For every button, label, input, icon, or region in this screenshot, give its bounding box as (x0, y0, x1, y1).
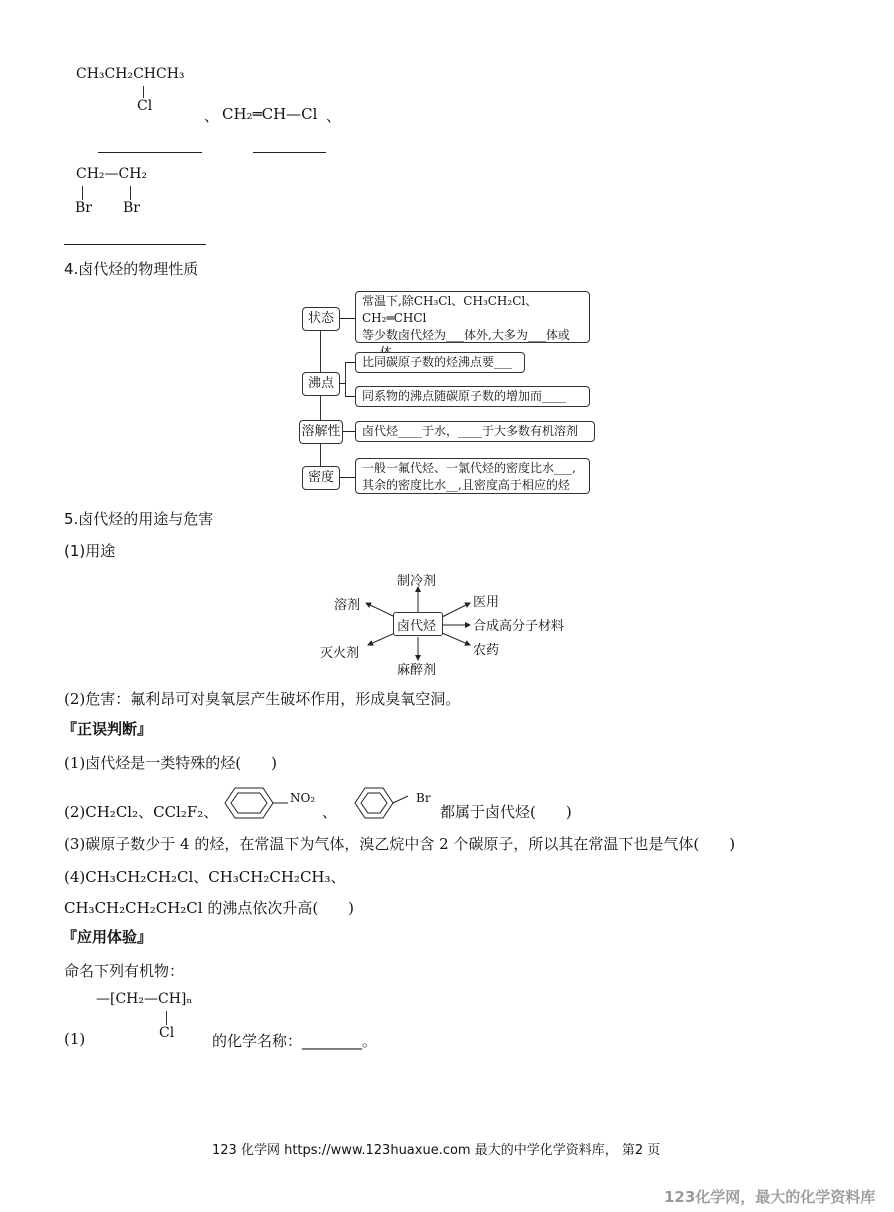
box-line: 其余的密度比水__,且密度高于相应的烃 (362, 478, 570, 492)
page-footer: 123 化学网 https://www.123huaxue.com 最大的中学化学资料库， 第2 页 (212, 1143, 661, 1158)
box-boiling-2 (355, 386, 590, 407)
judge-q4-line1: (4)CH₃CH₂CH₂Cl、CH₃CH₂CH₂CH₃、 (64, 868, 346, 886)
answer-blank (64, 244, 206, 245)
label-density: 密度 (302, 466, 340, 490)
separator: 、 (204, 107, 220, 125)
polymer-structure: —[CH₂—CH]ₙ (96, 991, 193, 1007)
judge-q2-post: 都属于卤代烃( ) (440, 803, 572, 821)
connector (345, 362, 355, 363)
apply-q1-text: 的化学名称：________。 (212, 1032, 378, 1050)
box-line: 等少数卤代烃为___体外,大多为___体或 (362, 328, 570, 342)
bond-line (166, 1011, 167, 1025)
section-heading: 5.卤代烃的用途与危害 (64, 510, 214, 528)
connector (340, 477, 355, 478)
use-medical: 医用 (473, 595, 500, 610)
bond-line (82, 186, 83, 200)
separator: 、 (322, 803, 338, 821)
connector (340, 383, 345, 384)
use-refrigerant: 制冷剂 (397, 574, 437, 589)
bond-line (130, 186, 131, 200)
bond-line (143, 86, 144, 98)
benzene-rings (220, 784, 420, 822)
connector (343, 431, 355, 432)
box-line: 卤代烃____于水，____于大多数有机溶剂 (362, 424, 579, 438)
label-state: 状态 (302, 307, 340, 331)
separator: 、 (326, 107, 342, 125)
box-line: 一般一氟代烃、一氯代烃的密度比水___, (362, 461, 576, 475)
judge-q4-line2: CH₃CH₂CH₂CH₂Cl 的沸点依次升高( ) (64, 899, 355, 917)
harm-text: (2)危害：氟利昂可对臭氧层产生破坏作用，形成臭氧空洞。 (64, 690, 461, 708)
structure-substituent-cl: Cl (137, 98, 153, 114)
structure-chloropropane: CH₃CH₂CHCH₃ (76, 66, 185, 82)
answer-blank (253, 152, 326, 153)
use-fire-extinguisher: 灭火剂 (320, 646, 360, 661)
label-solubility: 溶解性 (299, 420, 343, 444)
apply-q1-number: (1) (64, 1030, 86, 1048)
nitro-group: NO₂ (290, 791, 316, 805)
watermark: 123化学网，最大的化学资料库 (664, 1188, 876, 1206)
diagram-spine (320, 330, 321, 480)
judge-q3: (3)碳原子数少于 4 的烃，在常温下为气体，溴乙烷中含 2 个碳原子，所以其在常温下也是气体( ) (64, 835, 736, 853)
box-boiling-1 (355, 352, 525, 373)
use-solvent: 溶剂 (334, 598, 361, 613)
apply-heading: 『应用体验』 (62, 928, 153, 946)
structure-vinyl-chloride: CH₂═CH—Cl (222, 105, 318, 123)
judge-heading: 『正误判断』 (62, 720, 153, 738)
label-boiling-point: 沸点 (302, 372, 340, 396)
structure-substituent-br: Br (123, 200, 140, 216)
use-pesticide: 农药 (473, 643, 500, 658)
structure-substituent-br: Br (75, 200, 92, 216)
connector (340, 318, 355, 319)
box-state (355, 291, 590, 343)
connector (345, 362, 346, 396)
connector (345, 396, 355, 397)
uses-center: 卤代烃 (397, 619, 437, 634)
box-line: 常温下,除CH₃Cl、CH₃CH₂Cl、CH₂═CHCl (362, 294, 538, 325)
bromo-group: Br (416, 791, 431, 805)
box-line: 同系物的沸点随碳原子数的增加而____ (362, 389, 567, 403)
judge-q2-pre: (2)CH₂Cl₂、CCl₂F₂、 (64, 803, 219, 821)
structure-dibromoethane: CH₂—CH₂ (76, 166, 148, 182)
polymer-substituent-cl: Cl (159, 1025, 175, 1041)
use-anesthetic: 麻醉剂 (397, 663, 437, 678)
box-solubility (355, 421, 595, 442)
answer-blank (98, 152, 202, 153)
subheading-uses: (1)用途 (64, 542, 116, 560)
section-heading: 4.卤代烃的物理性质 (64, 260, 199, 278)
apply-prompt: 命名下列有机物： (64, 962, 185, 980)
box-line: 比同碳原子数的烃沸点要___ (362, 355, 513, 369)
use-polymer: 合成高分子材料 (473, 619, 565, 634)
judge-q1: (1)卤代烃是一类特殊的烃( ) (64, 754, 277, 772)
box-density (355, 458, 590, 494)
